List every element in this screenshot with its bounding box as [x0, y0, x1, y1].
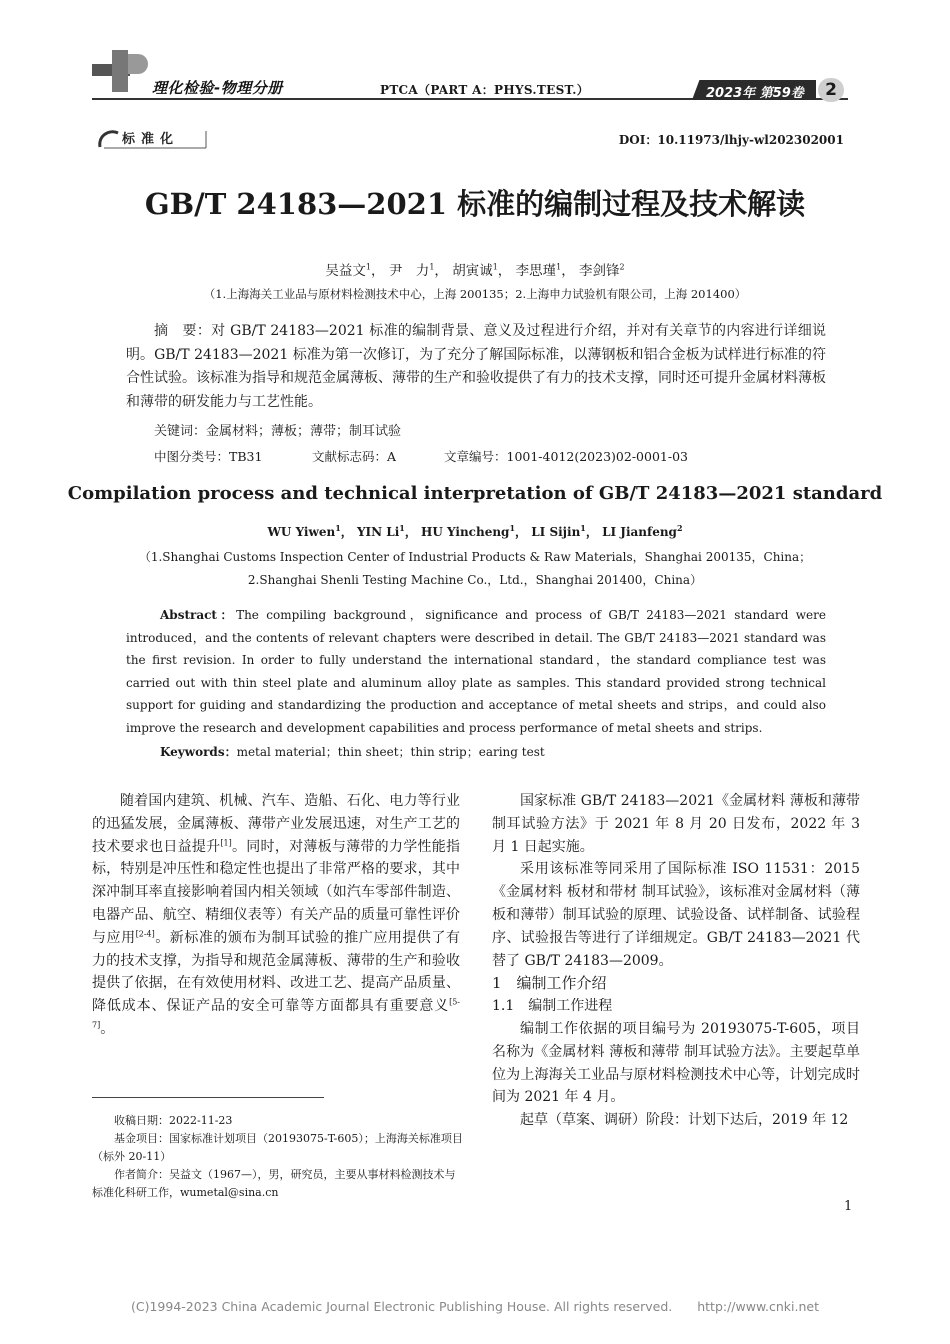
abstract-cn: 摘 要：对 GB/T 24183—2021 标准的编制背景、意义及过程进行介绍，并对有关章节的内容进行详细说明。GB/T 24183—2021 标准为第一次修订，为了充分了解国际标准，以薄钢板和铝合金板为试样进行标准的符合性试验。该标准为指导和规范金属薄板、薄带的生产和验收提供了有力的技术支撑，同时还可提升金属材料薄板和薄带的研发能力与工艺性能。	[126, 323, 826, 410]
abstract-en: Abstract：The compiling background，significance and process of GB/T 24183—2021 standard were introduced，and the contents of relevant chapters were described in detail. The GB/T 24183—2021 standard was the first revision. In order to fully understand the international standard，the standard compliance test was carried out with thin steel plate and aluminum alloy plate as samples. This standard provided strong technical support for guiding and standardizing the production and acceptance of metal sheets and strips，and could also improve the research and development capabilities and process performance of metal sheets and strips.	[126, 608, 826, 735]
issue-number: 2	[818, 78, 844, 102]
authors-en: WU Yiwen$^1$， YIN Li$^1$， HU Yincheng$^1$， LI Sijin$^1$， LI Jianfeng$^2$	[267, 523, 683, 539]
footnote-divider	[92, 1097, 324, 1098]
author: 李思瑾	[515, 263, 557, 279]
copyright-notice: (C)1994-2023 China Academic Journal Electronic Publishing House. All rights reserved. http://www.cnki.net	[130, 1299, 820, 1314]
article-number: 文章编号：1001-4012(2023)02-0001-03	[444, 449, 688, 464]
author: 尹 力	[388, 263, 430, 279]
author: 李剑锋	[578, 263, 620, 279]
citation: [1]	[220, 837, 232, 847]
section-label: 标准化	[122, 132, 180, 147]
citation: [5-7]	[92, 997, 460, 1030]
author: 胡寅诚	[452, 263, 493, 279]
body-left-column	[92, 790, 460, 1041]
authors-cn: 吴益文$^1$， 尹 力$^1$， 胡寅诚$^1$， 李思瑾$^1$， 李剑锋$^2$	[325, 262, 625, 279]
subsection-heading: 1.1 编制工作进程	[492, 998, 613, 1015]
document-code: 文献标志码：A	[312, 449, 397, 464]
affiliation-en: （1.Shanghai Customs Inspection Center of Industrial Products & Raw Materials，Shanghai 200135，China； 2.Shanghai Shenli Testing Machine Co.，Ltd.，Shanghai 201400，China）	[138, 550, 812, 587]
paper-title-en: Compilation process and technical interpretation of GB/T 24183—2021 standard	[67, 483, 883, 504]
issue-label: 2023年 第59卷	[706, 86, 804, 101]
doi: DOI：10.11973/lhjy-wl202302001	[618, 133, 844, 147]
footnotes	[92, 1112, 464, 1202]
journal-logo	[92, 50, 152, 92]
author: 吴益文	[325, 263, 366, 279]
clc-code: 中图分类号：TB31	[154, 449, 263, 464]
fund-info: 基金项目：国家标准计划项目（20193075-T-605）；上海海关标准项目（标外 20-11）	[92, 1132, 463, 1163]
received-date: 收稿日期：2022-11-23	[114, 1114, 233, 1127]
paper-title: GB/T 24183—2021 标准的编制过程及技术解读	[144, 187, 806, 221]
author-bio: 作者简介：吴益文（1967—），男，研究员，主要从事材料检测技术与标准化科研工作，wumetal@sina.cn	[92, 1168, 456, 1199]
intro-paragraph: 随着国内建筑、机械、汽车、造船、石化、电力等行业的迅猛发展，金属薄板、薄带产业发展迅速，对生产工艺的技术要求也日益提升[1]。同时，对薄板与薄带的力学性能指标，特别是冲压性和稳定性也提出了非常严格的要求，其中深冲制耳率直接影响着国内相关领域（如汽车零部件制造、电器产品、航空、精细仪表等）有关产品的质量可靠性评价与应用[2-4]。新标准的颁布为制耳试验的推广应用提供了有力的技术支撑，为指导和规范金属薄板、薄带的生产和验收提供了依据，在有效使用材料、改进工艺、提高产品质量、降低成本、保证产品的安全可靠等方面都具有重要意义[5-7]。	[92, 793, 461, 1037]
section-heading: 1 编制工作介绍	[492, 974, 607, 993]
journal-name: 理化检验-物理分册	[152, 79, 283, 97]
body-paragraph: 采用该标准等同采用了国际标准 ISO 11531：2015《金属材料 板材和带材 制耳试验》，该标准对金属材料（薄板和薄带）制耳试验的原理、试验设备、试样制备、试验程序、试验报告等进行了详细规定。GB/T 24183—2021 代替了 GB/T 24183—2009。	[492, 861, 860, 969]
page-number: 1	[844, 1199, 853, 1214]
body-paragraph: 起草（草案、调研）阶段：计划下达后，2019 年 12	[520, 1112, 849, 1129]
classification-line	[154, 447, 794, 465]
keywords-cn: 关键词：金属材料；薄板；薄带；制耳试验	[154, 424, 402, 439]
journal-english-name: PTCA（PART A：PHYS.TEST.）	[380, 83, 590, 97]
body-right-column	[492, 790, 860, 1132]
citation: [2-4]	[135, 929, 155, 939]
body-paragraph: 编制工作依据的项目编号为 20193075-T-605，项目名称为《金属材料 薄板和薄带 制耳试验方法》。主要起草单位为上海海关工业品与原材料检测技术中心等，计划完成时间为 2021 年 4 月。	[492, 1020, 860, 1106]
affiliation-cn: （1.上海海关工业品与原材料检测技术中心，上海 200135；2.上海申力试验机有限公司，上海 201400）	[203, 287, 747, 301]
body-paragraph: 国家标准 GB/T 24183—2021《金属材料 薄板和薄带 制耳试验方法》于 2021 年 8 月 20 日发布，2022 年 3 月 1 日起实施。	[492, 793, 860, 855]
keywords-en: Keywords：metal material；thin sheet；thin strip；earing test	[160, 745, 545, 759]
